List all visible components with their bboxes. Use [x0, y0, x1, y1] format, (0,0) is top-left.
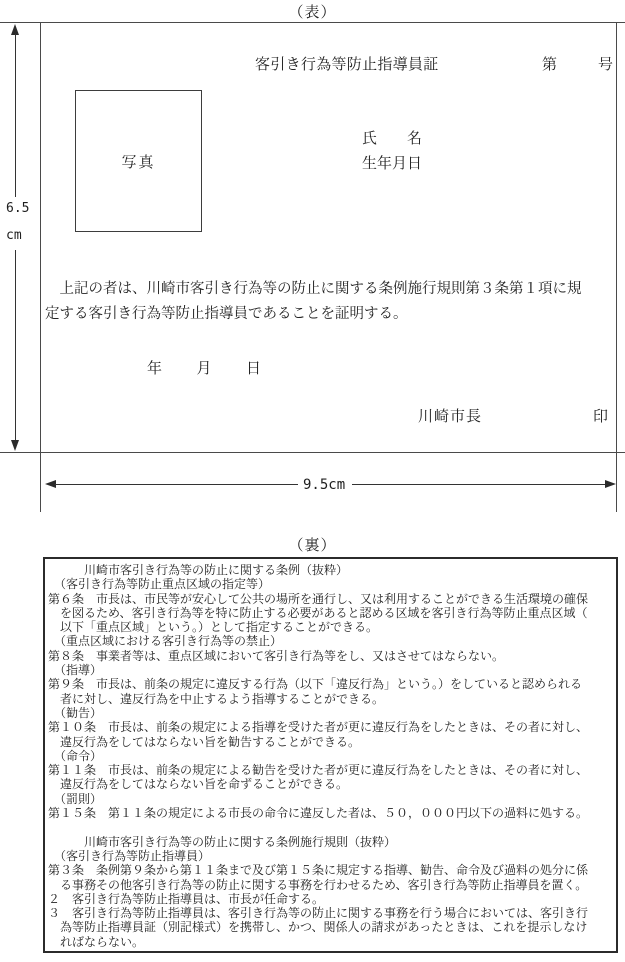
name-label: 氏 名	[362, 131, 423, 147]
front-side-label: （表）	[288, 5, 337, 21]
back-text-line: を図るため、客引き行為等を特に防止する必要があると認める区域を客引き行為等防止重点区域（	[48, 605, 588, 620]
back-text-line: ２ 客引き行為等防止指導員は、市長が任命する。	[48, 891, 325, 906]
height-dimension-value: 6.5	[6, 201, 30, 216]
back-text-line: 者に対し、違反行為を中止するよう指導することができる。	[48, 691, 385, 706]
back-text-line: 川崎市客引き行為等の防止に関する条例（抜粋）	[48, 563, 349, 577]
card-title: 客引き行為等防止指導員証	[255, 57, 439, 73]
back-text-line: （重点区域における客引き行為等の禁止）	[48, 634, 283, 649]
back-text-line: （命令）	[48, 748, 103, 763]
back-text-line: （客引き行為等防止指導員）	[48, 848, 211, 863]
photo-label: 写真	[121, 154, 156, 171]
dimension-arrow-right-icon	[605, 480, 616, 488]
issuer-label: 川崎市長	[418, 409, 483, 425]
photo-box	[75, 90, 202, 232]
back-text-line: （勧告）	[48, 705, 103, 720]
back-text-line: 第８条 事業者等は、重点区域において客引き行為等をし、又はさせてはならない。	[48, 648, 505, 663]
back-text-line: 第６条 市長は、市民等が安心して公共の場所を通行し、又は利用することができる生活環境の確保	[48, 591, 589, 606]
birthdate-label: 生年月日	[362, 156, 423, 172]
seal-label: 印	[593, 409, 609, 425]
back-text-line: （客引き行為等防止重点区域の指定等）	[48, 577, 271, 592]
back-text-line: 為等防止指導員証（別記様式）を携帯し、かつ、関係人の請求があったときは、これを提示しなけ	[48, 920, 588, 935]
back-text-line: 第９条 市長は、前条の規定に違反する行為（以下「違反行為」という。）をしていると認められる	[48, 677, 583, 692]
date-line: 年 月 日	[147, 361, 263, 377]
card-number-prefix: 第	[542, 57, 558, 73]
back-text-line: る事務その他客引き行為等の防止に関する事務を行わせるため、客引き行為等防止指導員を置く。	[48, 877, 588, 892]
dimension-arrow-down-icon	[11, 440, 19, 451]
back-text-line: 違反行為をしてはならない旨を命ずることができる。	[48, 777, 349, 792]
height-dimension-line-top	[15, 34, 16, 197]
back-text-line: 第１０条 市長は、前条の規定による指導を受けた者が更に違反行為をしたときは、その者に対し、	[48, 720, 589, 735]
back-text-line: 川崎市客引き行為等の防止に関する条例施行規則（抜粋）	[48, 834, 397, 849]
back-text-line: 以下「重点区域」という。）として指定することができる。	[48, 620, 379, 635]
back-text-line: 違反行為をしてはならない旨を勧告することができる。	[48, 734, 361, 749]
card-number-suffix: 号	[598, 57, 614, 73]
back-text-line: （指導）	[48, 663, 103, 678]
back-text-line: 第１５条 第１１条の規定による市長の命令に違反した者は、５０，０００円以下の過料に処する。	[48, 806, 589, 821]
back-card	[43, 557, 618, 953]
certificate-text-line: 定する客引き行為等防止指導員であることを証明する。	[45, 306, 408, 322]
back-side-label: （裏）	[288, 538, 337, 554]
back-text-line: ればならない。	[48, 934, 145, 949]
back-text-line: 第３条 条例第９条から第１１条まで及び第１５条に規定する指導、勧告、命令及び過料の処分に係	[48, 863, 589, 878]
back-text-line	[48, 820, 613, 834]
certificate-text-line: 上記の者は、川崎市客引き行為等の防止に関する条例施行規則第３条第１項に規	[45, 281, 582, 297]
certificate-body	[45, 277, 615, 327]
width-dimension-line-left	[55, 484, 298, 485]
back-text-line: ３ 客引き行為等防止指導員は、客引き行為等の防止に関する事務を行う場合においては、客引き行	[48, 906, 589, 921]
width-dimension-label: 9.5cm	[303, 477, 346, 493]
height-dimension-unit: cm	[6, 228, 22, 243]
back-text-line: （罰則）	[48, 791, 103, 806]
width-dimension-line-right	[352, 484, 606, 485]
front-card	[40, 22, 617, 452]
back-text-line: 第１１条 市長は、前条の規定による勧告を受けた者が更に違反行為をしたときは、その者に対し、	[48, 763, 589, 778]
front-card-bottom-border	[0, 452, 625, 453]
height-dimension-line-bottom	[15, 250, 16, 447]
